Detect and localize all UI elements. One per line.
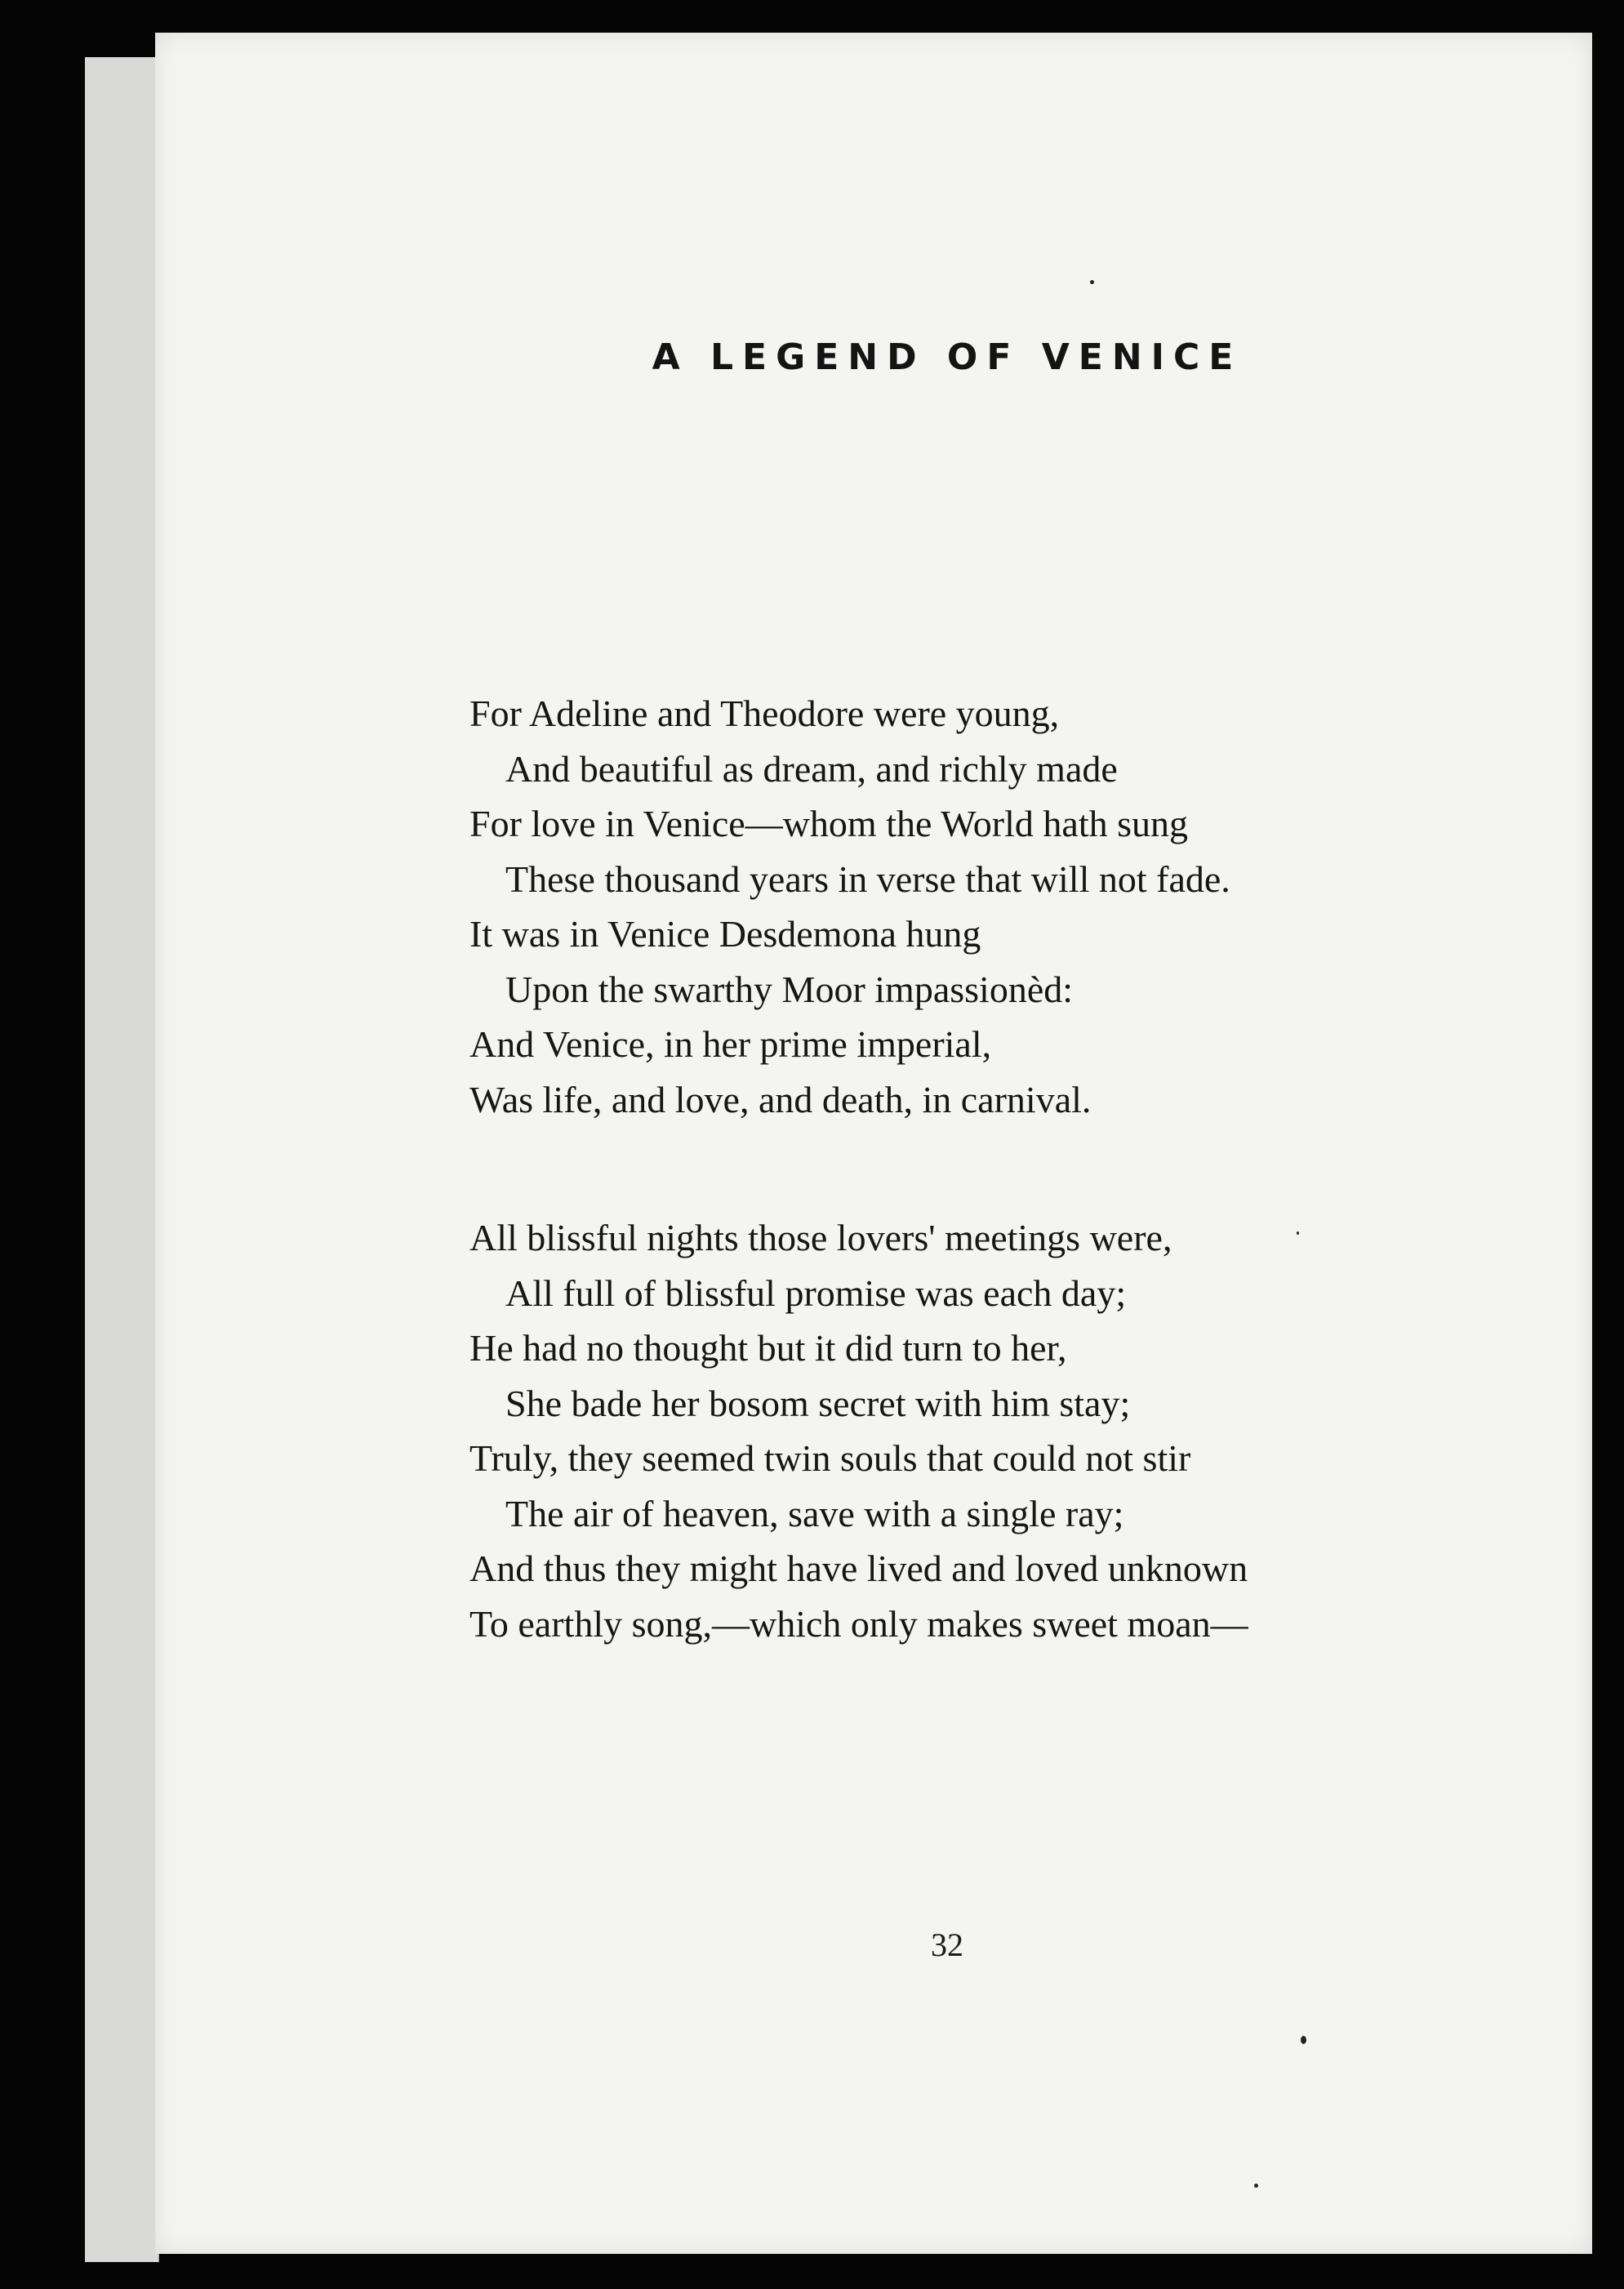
ink-speck [1254,2184,1258,2188]
poem-line: All blissful nights those lovers' meetings were, [469,1217,1172,1258]
poem-line: For love in Venice—whom the World hath sung [469,803,1188,844]
poem-line: She bade her bosom secret with him stay; [505,1382,1131,1424]
ink-speck [1301,2036,1306,2044]
ink-speck [1090,280,1094,284]
poem-line: Upon the swarthy Moor impassionèd: [505,968,1074,1010]
poem-title: A LEGEND OF VENICE [652,336,1243,378]
poem-line: The air of heaven, save with a single ray; [505,1492,1124,1534]
poem-line: And Venice, in her prime imperial, [469,1023,992,1065]
poem-line: For Adeline and Theodore were young, [469,692,1060,734]
poem-line: And beautiful as dream, and richly made [505,747,1118,790]
poem-line: And thus they might have lived and loved unknown [469,1548,1248,1589]
stanza [469,1210,1531,1651]
page-number: 32 [931,1926,963,1963]
stanza [469,686,1531,1127]
poem-line: It was in Venice Desdemona hung [469,913,981,955]
poem-line: To earthly song,—which only makes sweet moan— [469,1602,1248,1645]
poem-line: Truly, they seemed twin souls that could not stir [469,1437,1191,1479]
poem-line: These thousand years in verse that will not fade. [505,857,1230,900]
poem-line: He had no thought but it did turn to her, [469,1327,1067,1369]
poem-line: Was life, and love, and death, in carnival. [469,1078,1092,1120]
poem-line: All full of blissful promise was each day; [505,1271,1127,1314]
ink-speck [1297,1231,1299,1235]
book-page [155,33,1592,2254]
